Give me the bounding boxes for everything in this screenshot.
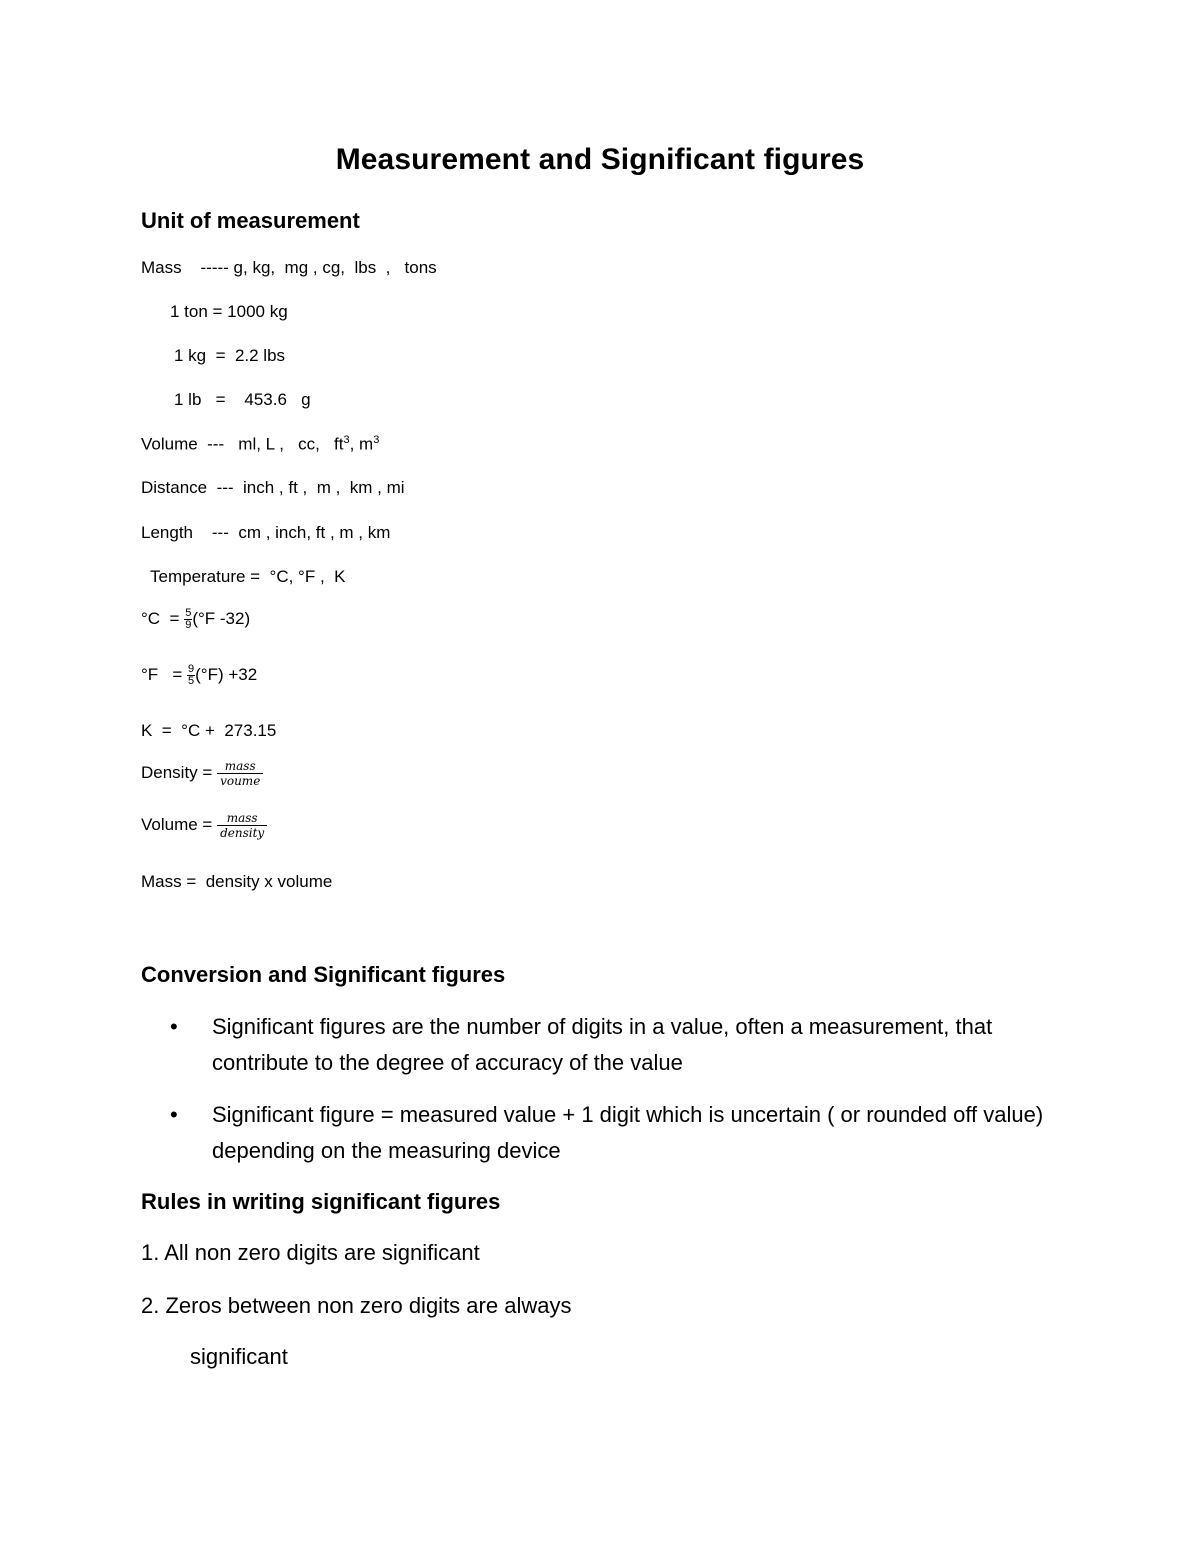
volume-exp-2: 3 [373,434,380,446]
volume-fraction [217,811,267,840]
fahrenheit-fraction-num: 9 [188,663,195,675]
volume-formula [141,811,267,840]
density-fraction [217,759,263,788]
lb-conversion: 1 lb = 453.6 g [174,390,311,409]
celsius-lhs: °C = [141,608,180,628]
length-units-line: Length --- cm , inch, ft , m , km [141,523,391,542]
unit-heading: Unit of measurement [141,208,360,233]
fahrenheit-fraction-den: 5 [188,675,195,687]
volume-fraction-num: mass [217,811,267,826]
bullet-icon: • [170,1014,178,1039]
bullet-icon: • [170,1102,178,1127]
mass-units-line: Mass ----- g, kg, mg , cg, lbs , tons [141,258,437,277]
rule-2-continued: significant [190,1344,288,1369]
kg-conversion: 1 kg = 2.2 lbs [174,346,286,365]
volume-units-text: Volume --- ml, L , cc, ft [141,434,344,454]
volume-lhs: Volume = [141,814,213,834]
density-fraction-num: mass [217,759,263,774]
bullet-text: Significant figure = measured value + 1 digit which is uncertain ( or rounded off value) depending on the measuring device [212,1102,1044,1163]
kelvin-formula: K = °C + 273.15 [141,721,277,740]
temperature-units-line: Temperature = °C, °F , K [150,567,346,586]
document-title: Measurement and Significant figures [335,143,865,176]
celsius-formula [141,608,250,631]
density-formula [141,759,263,788]
list-item [170,1097,1050,1169]
conversion-heading: Conversion and Significant figures [141,962,506,987]
mass-formula: Mass = density x volume [141,872,333,891]
fahrenheit-fraction [187,664,195,687]
celsius-rhs: (°F -32) [192,608,251,628]
volume-units-line [141,434,379,455]
bullet-text: Significant figures are the number of digits in a value, often a measurement, that contribute to the degree of accuracy of the value [212,1014,993,1075]
density-lhs: Density = [141,762,213,782]
distance-units-line: Distance --- inch , ft , m , km , mi [141,478,405,497]
significant-figures-bullets [170,1009,1050,1185]
ton-conversion: 1 ton = 1000 kg [170,302,288,321]
fahrenheit-lhs: °F = [141,664,183,684]
volume-exp-1: 3 [343,434,350,446]
celsius-fraction-den: 9 [185,619,192,631]
volume-fraction-den: density [220,826,265,840]
fahrenheit-formula [141,664,257,687]
rule-2: 2. Zeros between non zero digits are always [141,1293,572,1318]
list-item [170,1009,1050,1081]
density-fraction-den: voume [220,774,261,788]
rule-1: 1. All non zero digits are significant [141,1240,480,1265]
celsius-fraction-num: 5 [185,607,192,619]
fahrenheit-rhs: (°F) +32 [195,664,258,684]
volume-units-mid: , m [349,434,374,454]
rules-heading: Rules in writing significant figures [141,1189,501,1214]
